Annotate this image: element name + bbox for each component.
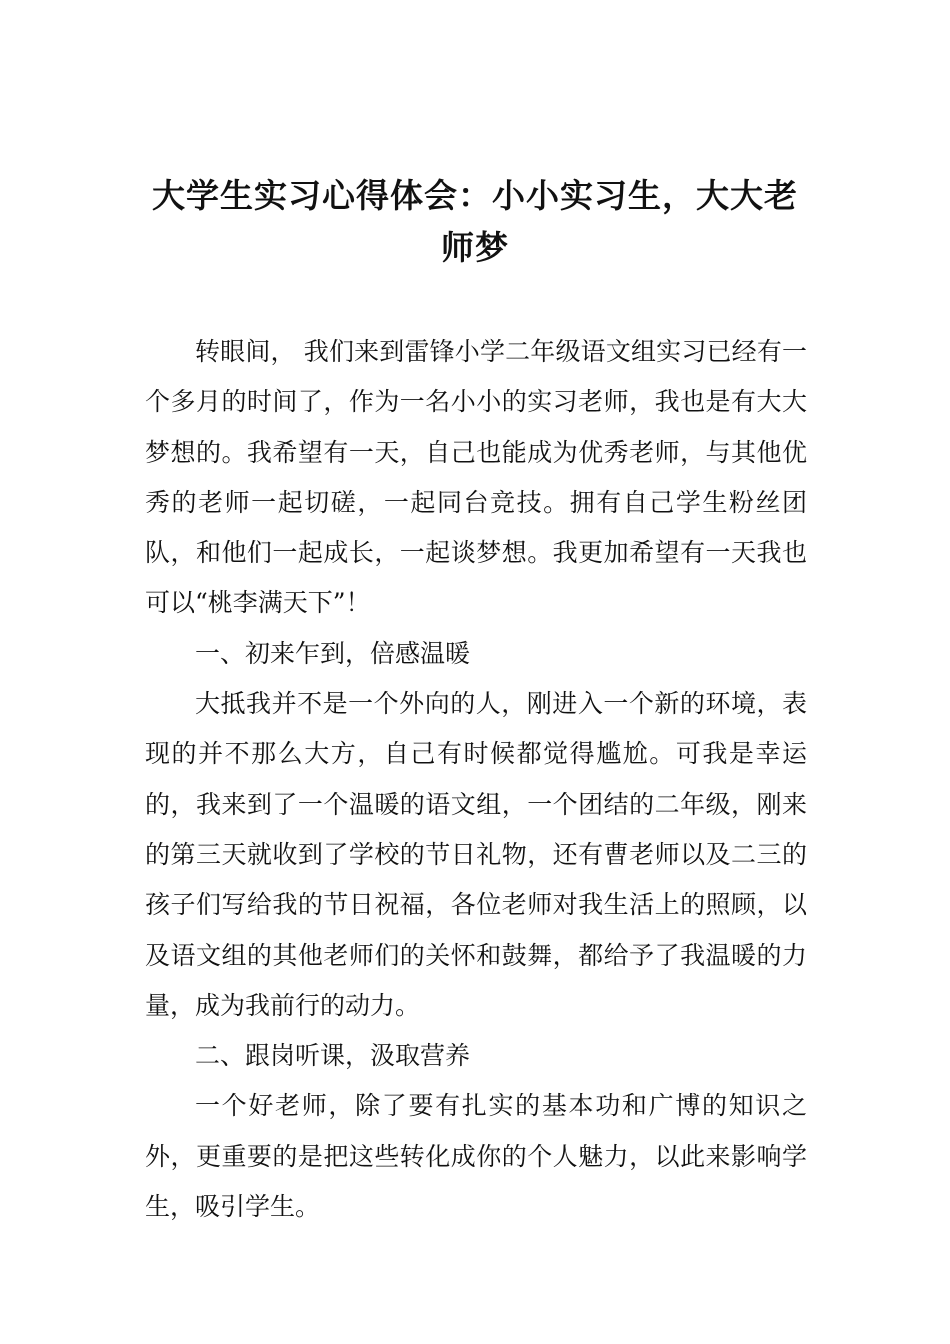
section-heading-2: 二、跟岗听课，汲取营养 [195, 1041, 471, 1071]
paragraph-intro: 转眼间， 我们来到雷锋小学二年级语文组实习已经有一个多月的时间了，作为一名小小的实习老师，我也是有大大梦想的。我希望有一天，自己也能成为优秀老师，与其他优秀的老师一起切磋，一起同台竞技。拥有自己学生粉丝团队，和他们一起成长，一起谈梦想。我更加希望有一天我也可以“桃李满天下”！ [145, 337, 807, 618]
document-body [145, 327, 807, 1232]
paragraph-section-1: 大抵我并不是一个外向的人，刚进入一个新的环境，表现的并不那么大方，自己有时候都觉得尴尬。可我是幸运的，我来到了一个温暖的语文组，一个团结的二年级，刚来的第三天就收到了学校的节日礼物，还有曹老师以及二三的孩子们写给我的节日祝福，各位老师对我生活上的照顾，以及语文组的其他老师们的关怀和鼓舞，都给予了我温暖的力量，成为我前行的动力。 [145, 689, 807, 1020]
section-heading-1: 一、初来乍到，倍感温暖 [195, 638, 471, 668]
paragraph-section-2: 一个好老师，除了要有扎实的基本功和广博的知识之外，更重要的是把这些转化成你的个人魅力，以此来影响学生，吸引学生。 [145, 1091, 807, 1222]
document-title: 大学生实习心得体会：小小实习生，大大老师梦 [152, 176, 798, 267]
